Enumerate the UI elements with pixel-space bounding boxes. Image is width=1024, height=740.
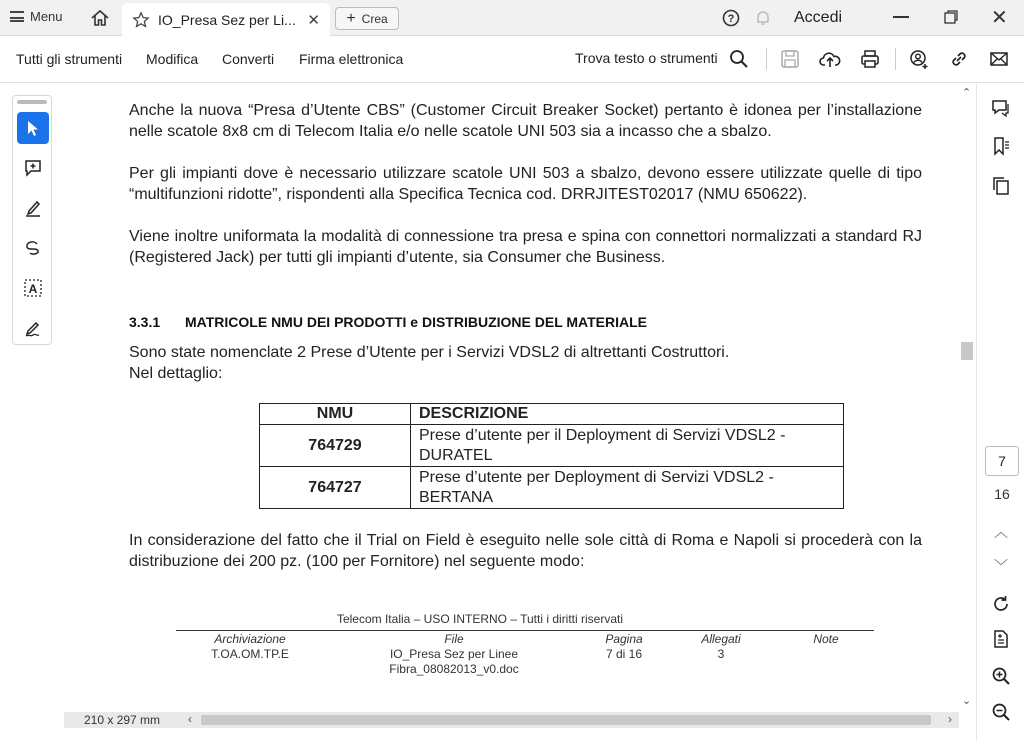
paragraph: In considerazione del fatto che il Trial on Field è eseguito nelle sole città di Roma e Napoli si procederà con la distribuzione dei 200 pz. (100 per Fornitore) nel seguente modo: — [129, 532, 922, 570]
comments-icon[interactable] — [991, 98, 1011, 118]
link-icon[interactable] — [948, 48, 970, 70]
right-panel — [976, 84, 1024, 740]
footer-label: Note — [813, 632, 839, 646]
tab-title: IO_Presa Sez per Li... — [158, 11, 296, 28]
zoom-out-icon[interactable] — [991, 702, 1011, 722]
draw-tool[interactable] — [17, 232, 49, 264]
scroll-left-icon[interactable]: ‹ — [188, 712, 192, 726]
footer-title: Telecom Italia – USO INTERNO – Tutti i diritti riservati — [336, 612, 624, 626]
scroll-up-icon[interactable]: ⌃ — [962, 87, 972, 99]
maximize-icon[interactable] — [944, 10, 958, 24]
save-icon[interactable] — [779, 48, 801, 70]
nmu-code: 764727 — [260, 467, 411, 509]
toolbar — [0, 37, 1024, 83]
text-recognition-icon — [23, 278, 43, 298]
fill-sign-icon — [23, 318, 43, 338]
bell-icon[interactable] — [754, 9, 772, 27]
home-icon[interactable] — [90, 8, 110, 28]
document-tab[interactable] — [122, 3, 330, 36]
total-pages: 16 — [994, 486, 1010, 502]
highlight-pen-icon — [23, 198, 43, 218]
chevron-down-icon[interactable]: ﹀ — [994, 558, 1008, 574]
panel-grip[interactable] — [17, 100, 47, 104]
footer-label: Archiviazione — [214, 632, 286, 646]
section-title: MATRICOLE NMU DEI PRODOTTI e DISTRIBUZIONE DEL MATERIALE — [185, 314, 647, 330]
bottom-edge — [0, 728, 976, 740]
page-size: 210 x 297 mm — [84, 713, 161, 727]
paragraph: Viene inoltre uniformata la modalità di connessione tra presa e spina con connettori normalizzati a standard RJ (Registered Jack) per tutti gli impianti d’utente, sia Consumer che Business. — [129, 228, 922, 266]
menu-convert[interactable]: Converti — [222, 51, 275, 67]
menu-esign[interactable]: Firma elettronica — [299, 51, 404, 67]
horizontal-scrollbar[interactable] — [64, 712, 959, 728]
title-bar — [0, 0, 1024, 36]
footer-pagina — [584, 632, 664, 662]
paragraph: Per gli impianti dove è necessario utilizzare scatole UNI 503 a sbalzo, devono essere utilizzate quelle di tipo “multifunzioni ridotte”, rispondenti alla Specifica Tecnica cod. DRRJITEST02017 (NMU 650622). — [129, 165, 922, 203]
footer-label: Pagina — [605, 632, 643, 646]
signin-button[interactable]: Accedi — [794, 9, 843, 26]
footer-value: Fibra_08082013_v0.doc — [389, 662, 519, 676]
current-page-input[interactable]: 7 — [985, 446, 1019, 476]
bookmarks-icon[interactable] — [991, 136, 1011, 156]
footer-value: 7 di 16 — [605, 647, 643, 661]
svg-text:?: ? — [727, 13, 735, 25]
add-comment-tool[interactable] — [17, 152, 49, 184]
copy-pages-icon[interactable] — [991, 176, 1011, 196]
nmu-table — [259, 403, 844, 509]
create-button[interactable] — [335, 7, 399, 30]
print-icon[interactable] — [859, 48, 881, 70]
help-icon[interactable] — [722, 9, 740, 27]
window-close-icon[interactable]: ✕ — [991, 7, 1008, 29]
table-header: DESCRIZIONE — [411, 404, 844, 425]
add-comment-icon — [23, 158, 43, 178]
star-icon[interactable] — [132, 11, 150, 29]
highlight-tool[interactable] — [17, 192, 49, 224]
document-page — [64, 84, 959, 712]
page-fit-icon[interactable] — [991, 629, 1011, 649]
close-icon[interactable]: ✕ — [307, 12, 320, 29]
scroll-down-icon[interactable]: ⌄ — [962, 695, 972, 707]
table-row — [260, 467, 844, 509]
separator — [895, 48, 896, 70]
nmu-code: 764729 — [260, 425, 411, 467]
footer-note — [786, 632, 866, 647]
search-icon[interactable] — [728, 48, 750, 70]
hscroll-thumb[interactable] — [201, 715, 931, 725]
menu-label: Menu — [30, 9, 63, 24]
chevron-up-icon[interactable]: ︿ — [994, 524, 1008, 540]
rotate-icon[interactable] — [991, 594, 1011, 614]
menu-button[interactable] — [10, 9, 63, 24]
table-header: NMU — [260, 404, 411, 425]
plus-icon: + — [346, 9, 356, 27]
fill-sign-tool[interactable] — [17, 312, 49, 344]
paragraph: Nel dettaglio: — [129, 365, 223, 382]
menu-edit[interactable]: Modifica — [146, 51, 199, 67]
minimize-icon[interactable] — [893, 16, 909, 18]
select-icon — [23, 118, 43, 138]
footer-allegati — [681, 632, 761, 662]
vertical-scrollbar[interactable] — [959, 84, 975, 712]
nmu-description: Prese d’utente per il Deployment di Servizi VDSL2 - DURATEL — [411, 425, 844, 467]
footer-rule — [176, 630, 874, 631]
svg-text:A: A — [28, 282, 38, 296]
table-row — [260, 425, 844, 467]
table-header-row — [260, 404, 844, 425]
draw-freehand-icon — [23, 238, 43, 258]
footer-value: T.OA.OM.TP.E — [211, 647, 289, 661]
zoom-in-icon[interactable] — [991, 666, 1011, 686]
scroll-right-icon[interactable]: › — [948, 712, 952, 726]
footer-archiviazione — [190, 632, 310, 662]
hamburger-icon — [10, 11, 24, 22]
paragraph: Sono state nomenclate 2 Prese d’Utente per i Servizi VDSL2 di altrettanti Costruttori. — [129, 344, 730, 361]
footer-label: File — [444, 632, 464, 646]
section-number: 3.3.1 — [129, 314, 161, 330]
quick-tools-panel — [12, 95, 52, 345]
upload-icon[interactable] — [819, 48, 841, 70]
share-link-user-icon[interactable] — [908, 48, 930, 70]
footer-file — [364, 632, 544, 677]
text-recognition-tool[interactable] — [17, 272, 49, 304]
mail-icon[interactable] — [988, 48, 1010, 70]
footer-value: IO_Presa Sez per Linee — [389, 647, 519, 661]
create-label: Crea — [361, 11, 388, 26]
menu-all-tools[interactable]: Tutti gli strumenti — [16, 51, 123, 67]
separator — [766, 48, 767, 70]
find-text-tools[interactable]: Trova testo o strumenti — [575, 50, 718, 66]
footer-value: 3 — [717, 647, 725, 661]
section-heading — [129, 314, 647, 330]
paragraph: Anche la nuova “Presa d’Utente CBS” (Customer Circuit Breaker Socket) pertanto è idonea per l’installazione nelle scatole 8x8 cm di Telecom Italia e/o nelle scatole UNI 503 sia a incasso che a sbalzo. — [129, 102, 922, 140]
select-tool[interactable] — [17, 112, 49, 144]
footer-label: Allegati — [701, 632, 741, 646]
nmu-description: Prese d’utente per Deployment di Servizi VDSL2 - BERTANA — [411, 467, 844, 509]
scrollbar-thumb[interactable] — [961, 342, 973, 360]
